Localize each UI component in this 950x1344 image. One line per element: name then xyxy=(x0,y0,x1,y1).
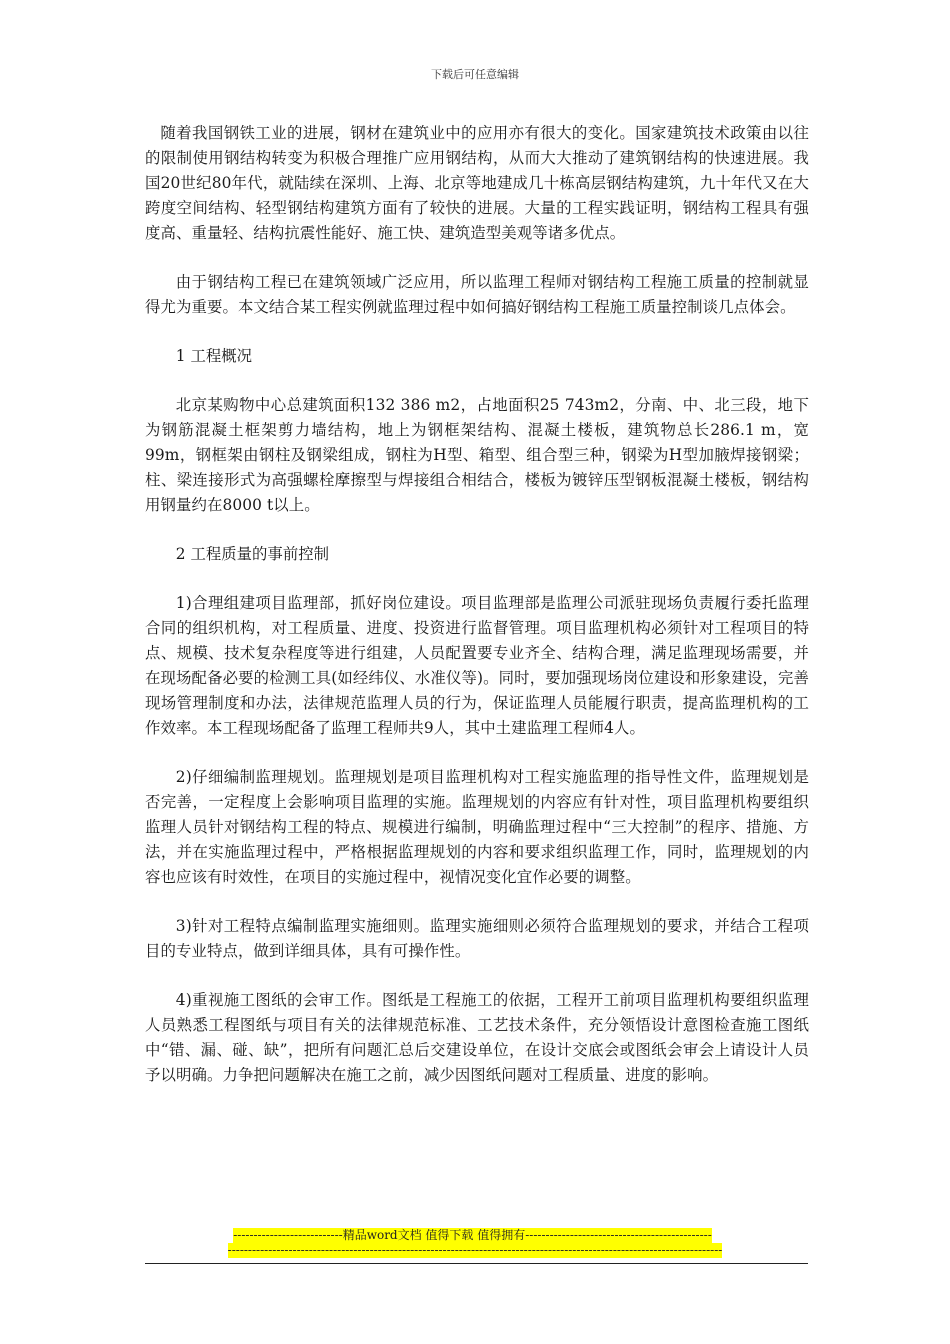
paragraph-importance: 由于钢结构工程已在建筑领域广泛应用，所以监理工程师对钢结构工程施工质量的控制就显得尤为重要。本文结合某工程实例就监理过程中如何搞好钢结构工程施工质量控制谈几点体会。 xyxy=(145,273,809,316)
paragraph-intro: 随着我国钢铁工业的进展，钢材在建筑业中的应用亦有很大的变化。国家建筑技术政策由以往的限制使用钢结构转变为积极合理推广应用钢结构，从而大大推动了建筑钢结构的快速进展。我国20世纪80年代，就陆续在深圳、上海、北京等地建成几十栋高层钢结构建筑，九十年代又在大跨度空间结构、轻型钢结构建筑方面有了较快的进展。大量的工程实践证明，钢结构工程具有强度高、重量轻、结构抗震性能好、施工快、建筑造型美观等诸多优点。 xyxy=(145,124,809,242)
footer-banner-line-2: -------------------------------------------------------------------------------------------------------------------------- xyxy=(227,1243,723,1257)
paragraph-item-2: 2)仔细编制监理规划。监理规划是项目监理机构对工程实施监理的指导性文件，监理规划是否完善，一定程度上会影响项目监理的实施。监理规划的内容应有针对性，项目监理机构要组织监理人员针对钢结构工程的特点、规模进行编制，明确监理过程中“三大控制”的程序、措施、方法，并在实施监理过程中，严格根据监理规划的内容和要求组织监理工作，同时，监理规划的内容也应该有时效性，在项目的实施过程中，视情况变化宜作必要的调整。 xyxy=(145,768,809,886)
footer-banner xyxy=(0,1228,950,1258)
paragraph-overview: 北京某购物中心总建筑面积132 386 m2，占地面积25 743m2，分南、中、北三段，地下为钢筋混凝土框架剪力墙结构，地上为钢框架结构、混凝土楼板，建筑物总长286.1 m，宽99m，钢框架由钢柱及钢梁组成，钢柱为H型、箱型、组合型三种，钢梁为H型加腋焊接钢梁；柱、梁连接形式为高强螺栓摩擦型与焊接组合相结合，楼板为镀锌压型钢板混凝土楼板，钢结构用钢量约在8000 t以上。 xyxy=(145,396,809,514)
footer-banner-line-1: ---------------------------精品word文档 值得下载 值得拥有---------------------------------------------- xyxy=(233,1228,712,1242)
section-heading-pre-control: 2 工程质量的事前控制 xyxy=(175,545,329,563)
section-heading-overview: 1 工程概况 xyxy=(175,347,253,365)
document-body xyxy=(145,121,809,1112)
paragraph-item-3: 3)针对工程特点编制监理实施细则。监理实施细则必须符合监理规划的要求，并结合工程项目的专业特点，做到详细具体，具有可操作性。 xyxy=(145,917,809,960)
paragraph-item-4: 4)重视施工图纸的会审工作。图纸是工程施工的依据，工程开工前项目监理机构要组织监理人员熟悉工程图纸与项目有关的法律规范标准、工艺技术条件，充分领悟设计意图检查施工图纸中“错、漏、碰、缺”，把所有问题汇总后交建设单位，在设计交底会或图纸会审会上请设计人员予以明确。力争把问题解决在施工之前，减少因图纸问题对工程质量、进度的影响。 xyxy=(145,991,809,1084)
paragraph-item-1: 1)合理组建项目监理部，抓好岗位建设。项目监理部是监理公司派驻现场负责履行委托监理合同的组织机构，对工程质量、进度、投资进行监督管理。项目监理机构必须针对工程项目的特点、规模、技术复杂程度等进行组建，人员配置要专业齐全、结构合理，满足监理现场需要，并在现场配备必要的检测工具(如经纬仪、水准仪等)。同时，要加强现场岗位建设和形象建设，完善现场管理制度和办法，法律规范监理人员的行为，保证监理人员能履行职责，提高监理机构的工作效率。本工程现场配备了监理工程师共9人，其中土建监理工程师4人。 xyxy=(145,594,809,737)
page-header: 下载后可任意编辑 xyxy=(431,68,519,81)
footer-divider xyxy=(145,1263,808,1264)
